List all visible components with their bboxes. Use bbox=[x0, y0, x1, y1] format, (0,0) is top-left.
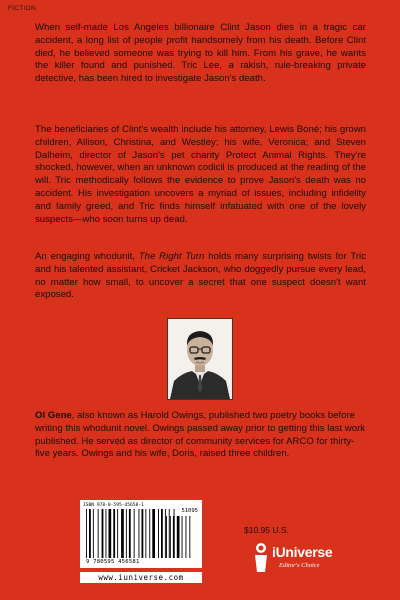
author-photo bbox=[167, 318, 233, 400]
author-name: Ol Gene bbox=[35, 410, 72, 421]
publisher-url[interactable]: www.iuniverse.com bbox=[80, 572, 202, 583]
iuniverse-logo bbox=[250, 540, 336, 580]
author-bio bbox=[35, 410, 366, 461]
blurb-3-rest: holds many surprising twists for Tric and his talented assistant, Cricket Jackson, who doggedly pursue every lead, no matter how small, to uncover a secret that one suspect doesn't want exposed. bbox=[35, 251, 366, 301]
publisher-name: iUniverse bbox=[272, 544, 333, 560]
isbn: ISBN 978-0-595-45658-1 bbox=[83, 503, 144, 508]
author-bio-text: , also known as Harold Owings, published two poetry books before writing this whodunit novel. Owings passed away prior to getting this last work published. He served as director of community services for ARCO for thirty-five years. Owings and his wife, Doris, raised three children. bbox=[35, 410, 366, 460]
barcode-number: 9 780595 456581 bbox=[86, 559, 140, 565]
genre-label: FICTION bbox=[8, 5, 37, 12]
iuniverse-logo-icon bbox=[250, 542, 272, 572]
blurb-paragraph-3 bbox=[35, 251, 366, 302]
blurb-3-lead: An engaging whodunit, bbox=[35, 251, 139, 262]
author-portrait-icon bbox=[168, 319, 232, 399]
book-title: The Right Turn bbox=[138, 251, 205, 262]
barcode bbox=[80, 500, 202, 568]
blurb-paragraph-1: When self-made Los Angeles billionaire Clint Jason dies in a tragic car accident, a long list of people profit handsomely from his death. Before Clint died, he believed someone was trying to kill him. From his grave, he wants the killer found and punished. Tric Lee, a rakish, rule-breaking private detective, has been hired to investigate Jason's death. bbox=[35, 22, 366, 85]
blurb-paragraph-2: The beneficiaries of Clint's wealth include his attorney, Lewis Boné; his grown children, Allison, Christina, and Westley; his wife, Veronica; and Steven Dalheim, director of Jason's pet charity Protect Animal Rights. They're shocked, however, when an unknown codicil is produced at the reading of the will. Tric methodically follows the evidence to prove Jason's death was no accident. His investigation uncovers a myriad of issues, including infidelity and family greed, and Tric finds himself infatuated with one of the lovely suspects—who soon turns up dead. bbox=[35, 124, 366, 225]
publisher-tagline: Editor's Choice bbox=[279, 562, 320, 569]
barcode-bars bbox=[80, 500, 202, 568]
price: $10.95 U.S. bbox=[244, 525, 289, 535]
price-code: 51095 bbox=[181, 508, 198, 514]
